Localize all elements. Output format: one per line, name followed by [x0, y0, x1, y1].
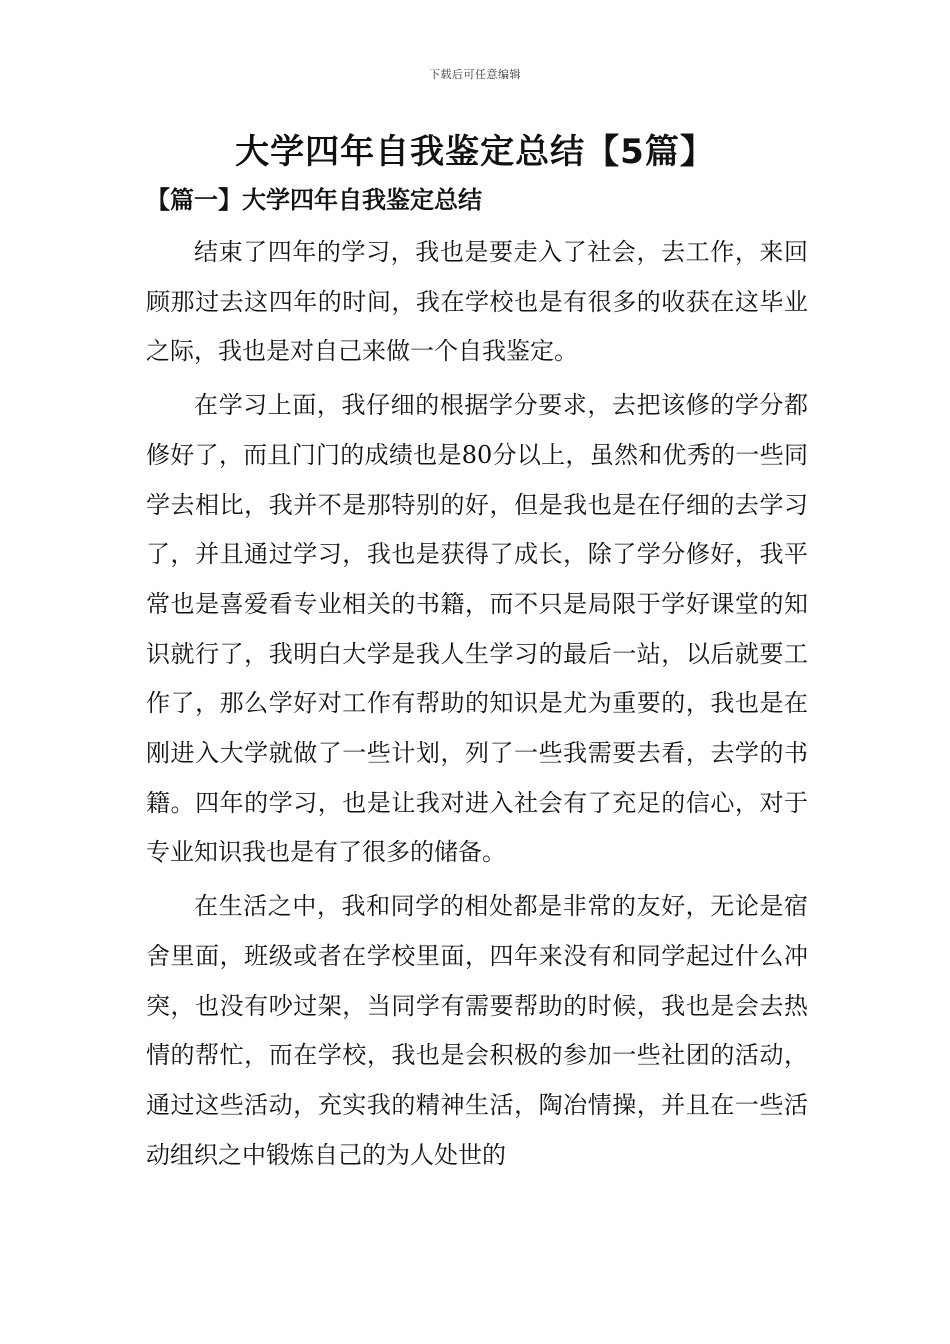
paragraph: 在生活之中，我和同学的相处都是非常的友好，无论是宿舍里面，班级或者在学校里面，四年来没有和同学起过什么冲突，也没有吵过架，当同学有需要帮助的时候，我也是会去热情的帮忙，而在学校，我也是会积极的参加一些社团的活动，通过这些活动，充实我的精神生活，陶冶情操，并且在一些活动组织之中锻炼自己的为人处世的	[146, 892, 808, 1169]
paragraph: 在学习上面，我仔细的根据学分要求，去把该修的学分都修好了，而且门门的成绩也是80分以上，虽然和优秀的一些同学去相比，我并不是那特别的好，但是我也是在仔细的去学习了，并且通过学习，我也是获得了成长，除了学分修好，我平常也是喜爱看专业相关的书籍，而不只是局限于学好课堂的知识就行了，我明白大学是我人生学习的最后一站，以后就要工作了，那么学好对工作有帮助的知识是尤为重要的，我也是在刚进入大学就做了一些计划，列了一些我需要去看，去学的书籍。四年的学习，也是让我对进入社会有了充足的信心，对于专业知识我也是有了很多的储备。	[146, 391, 808, 867]
section-heading: 【篇一】大学四年自我鉴定总结	[146, 185, 482, 214]
header-note: 下载后可任意编辑	[429, 68, 521, 81]
document-title: 大学四年自我鉴定总结【5篇】	[235, 132, 715, 172]
document-body	[146, 228, 808, 1180]
paragraph: 结束了四年的学习，我也是要走入了社会，去工作，来回顾那过去这四年的时间，我在学校也是有很多的收获在这毕业之际，我也是对自己来做一个自我鉴定。	[146, 238, 808, 366]
